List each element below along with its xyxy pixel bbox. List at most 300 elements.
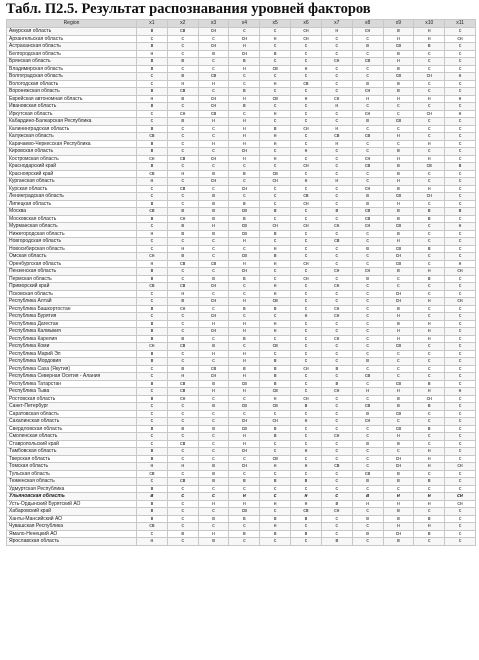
level-cell-x6: с: [291, 253, 322, 261]
level-cell-x6: с: [291, 155, 322, 163]
level-cell-x6: сн: [291, 365, 322, 373]
level-cell-x2: с: [167, 350, 198, 358]
level-cell-x5: в: [260, 253, 291, 261]
level-cell-x4: с: [229, 290, 260, 298]
region-cell: Республика Алтай: [7, 298, 137, 306]
level-cell-x6: с: [291, 73, 322, 81]
level-cell-x10: с: [414, 470, 445, 478]
level-cell-x3: сн: [198, 313, 229, 321]
level-cell-x8: сн: [352, 418, 383, 426]
level-cell-x8: с: [352, 425, 383, 433]
table-row: [7, 118, 476, 126]
level-cell-x4: в: [229, 103, 260, 111]
level-cell-x5: с: [260, 215, 291, 223]
level-cell-x1: в: [137, 455, 168, 463]
level-cell-x10: с: [414, 358, 445, 366]
level-cell-x6: с: [291, 440, 322, 448]
level-cell-x3: н: [198, 80, 229, 88]
level-cell-x5: с: [260, 493, 291, 501]
level-cell-x11: сн: [445, 268, 476, 276]
level-cell-x9: в: [383, 515, 414, 523]
level-cell-x8: в: [352, 440, 383, 448]
level-cell-x3: сн: [198, 43, 229, 51]
level-cell-x3: в: [198, 425, 229, 433]
level-cell-x3: в: [198, 478, 229, 486]
level-cell-x8: с: [352, 148, 383, 156]
level-cell-x11: с: [445, 508, 476, 516]
level-cell-x5: св: [260, 403, 291, 411]
level-cell-x1: с: [137, 223, 168, 231]
level-cell-x9: н: [383, 238, 414, 246]
level-cell-x2: с: [167, 455, 198, 463]
level-cell-x6: н: [291, 178, 322, 186]
level-cell-x11: с: [445, 43, 476, 51]
level-cell-x6: с: [291, 215, 322, 223]
level-cell-x11: с: [445, 485, 476, 493]
level-cell-x4: с: [229, 28, 260, 36]
level-cell-x4: н: [229, 260, 260, 268]
level-cell-x7: с: [321, 350, 352, 358]
level-cell-x9: н: [383, 328, 414, 336]
level-cell-x7: с: [321, 73, 352, 81]
level-cell-x8: с: [352, 298, 383, 306]
level-cell-x3: с: [198, 185, 229, 193]
level-cell-x4: н: [229, 298, 260, 306]
level-cell-x7: сн: [321, 268, 352, 276]
level-cell-x6: сн: [291, 260, 322, 268]
region-cell: Приморский край: [7, 283, 137, 291]
level-cell-x4: с: [229, 485, 260, 493]
level-cell-x7: с: [321, 170, 352, 178]
level-cell-x11: с: [445, 538, 476, 546]
level-cell-x2: н: [167, 245, 198, 253]
level-cell-x3: в: [198, 470, 229, 478]
level-cell-x10: с: [414, 230, 445, 238]
level-cell-x2: в: [167, 223, 198, 231]
level-cell-x11: сн: [445, 298, 476, 306]
region-cell: Чувашская Республика: [7, 523, 137, 531]
level-cell-x7: сн: [321, 388, 352, 396]
level-cell-x2: в: [167, 425, 198, 433]
level-cell-x11: с: [445, 328, 476, 336]
level-cell-x8: св: [352, 403, 383, 411]
level-cell-x7: с: [321, 358, 352, 366]
region-cell: Хабаровский край: [7, 508, 137, 516]
level-cell-x4: с: [229, 523, 260, 531]
level-cell-x11: с: [445, 125, 476, 133]
level-cell-x10: с: [414, 283, 445, 291]
level-cell-x2: в: [167, 253, 198, 261]
level-cell-x9: н: [383, 35, 414, 43]
level-cell-x9: с: [383, 485, 414, 493]
region-cell: Брянская область: [7, 58, 137, 66]
level-cell-x8: с: [352, 395, 383, 403]
level-cell-x5: сн: [260, 223, 291, 231]
table-row: [7, 208, 476, 216]
level-cell-x6: с: [291, 425, 322, 433]
level-cell-x9: св: [383, 343, 414, 351]
level-cell-x7: сн: [321, 95, 352, 103]
level-cell-x1: н: [137, 178, 168, 186]
table-row: [7, 305, 476, 313]
level-cell-x5: н: [260, 260, 291, 268]
region-cell: Тамбовская область: [7, 448, 137, 456]
level-cell-x3: в: [198, 200, 229, 208]
region-cell: Ханты-Мансийский АО: [7, 515, 137, 523]
level-cell-x8: в: [352, 193, 383, 201]
level-cell-x8: н: [352, 500, 383, 508]
level-cell-x9: в: [383, 170, 414, 178]
level-cell-x11: сн: [445, 493, 476, 501]
level-cell-x5: н: [260, 245, 291, 253]
table-row: [7, 58, 476, 66]
level-cell-x9: н: [383, 313, 414, 321]
level-cell-x11: с: [445, 245, 476, 253]
level-cell-x3: н: [198, 500, 229, 508]
level-cell-x4: н: [229, 238, 260, 246]
level-cell-x4: св: [229, 208, 260, 216]
level-cell-x2: с: [167, 538, 198, 546]
level-cell-x1: в: [137, 305, 168, 313]
level-cell-x2: в: [167, 118, 198, 126]
region-cell: Воронежская область: [7, 88, 137, 96]
level-cell-x9: с: [383, 350, 414, 358]
level-cell-x3: св: [198, 73, 229, 81]
level-cell-x4: с: [229, 245, 260, 253]
table-row: [7, 508, 476, 516]
level-cell-x4: сн: [229, 448, 260, 456]
region-cell: Псковская область: [7, 290, 137, 298]
level-cell-x3: в: [198, 275, 229, 283]
level-cell-x10: н: [414, 320, 445, 328]
level-cell-x10: н: [414, 35, 445, 43]
level-cell-x1: в: [137, 328, 168, 336]
level-cell-x7: с: [321, 425, 352, 433]
region-cell: Карачаево-Черкесская Республика: [7, 140, 137, 148]
level-cell-x6: н: [291, 493, 322, 501]
level-cell-x2: с: [167, 320, 198, 328]
level-cell-x5: с: [260, 335, 291, 343]
level-cell-x7: сн: [321, 283, 352, 291]
level-cell-x4: в: [229, 170, 260, 178]
table-row: [7, 28, 476, 36]
level-cell-x10: с: [414, 58, 445, 66]
level-cell-x10: с: [414, 125, 445, 133]
level-cell-x6: с: [291, 470, 322, 478]
level-cell-x8: с: [352, 170, 383, 178]
level-cell-x1: в: [137, 485, 168, 493]
level-cell-x5: н: [260, 133, 291, 141]
region-cell: Краснодарский край: [7, 163, 137, 171]
table-row: [7, 245, 476, 253]
level-cell-x3: с: [198, 65, 229, 73]
region-cell: Астраханская область: [7, 43, 137, 51]
region-cell: Омская область: [7, 253, 137, 261]
level-cell-x10: н: [414, 328, 445, 336]
level-cell-x2: с: [167, 313, 198, 321]
level-cell-x1: в: [137, 163, 168, 171]
level-cell-x1: сн: [137, 343, 168, 351]
level-cell-x9: с: [383, 448, 414, 456]
level-cell-x11: с: [445, 448, 476, 456]
level-cell-x4: в: [229, 275, 260, 283]
level-cell-x11: с: [445, 350, 476, 358]
table-row: [7, 343, 476, 351]
level-cell-x1: в: [137, 58, 168, 66]
level-cell-x3: н: [198, 350, 229, 358]
level-cell-x6: с: [291, 283, 322, 291]
level-cell-x2: с: [167, 125, 198, 133]
level-cell-x3: в: [198, 215, 229, 223]
level-cell-x6: с: [291, 373, 322, 381]
level-cell-x6: с: [291, 290, 322, 298]
level-cell-x7: с: [321, 395, 352, 403]
level-cell-x3: с: [198, 148, 229, 156]
level-cell-x8: сн: [352, 28, 383, 36]
level-cell-x8: с: [352, 238, 383, 246]
level-cell-x9: н: [383, 388, 414, 396]
level-cell-x1: св: [137, 133, 168, 141]
level-cell-x4: с: [229, 455, 260, 463]
level-cell-x10: н: [414, 335, 445, 343]
level-cell-x3: в: [198, 538, 229, 546]
level-cell-x1: в: [137, 508, 168, 516]
level-cell-x7: с: [321, 43, 352, 51]
level-cell-x11: с: [445, 470, 476, 478]
level-cell-x10: с: [414, 148, 445, 156]
level-cell-x6: с: [291, 320, 322, 328]
level-cell-x2: с: [167, 418, 198, 426]
region-cell: Новгородская область: [7, 238, 137, 246]
level-cell-x11: с: [445, 230, 476, 238]
level-cell-x8: н: [352, 388, 383, 396]
level-cell-x8: с: [352, 380, 383, 388]
level-cell-x1: н: [137, 538, 168, 546]
level-cell-x7: в: [321, 500, 352, 508]
level-cell-x4: св: [229, 403, 260, 411]
region-cell: Калужская область: [7, 133, 137, 141]
level-cell-x11: с: [445, 403, 476, 411]
level-cell-x1: в: [137, 275, 168, 283]
level-cell-x11: с: [445, 523, 476, 531]
table-row: [7, 88, 476, 96]
level-cell-x2: св: [167, 283, 198, 291]
level-cell-x10: н: [414, 268, 445, 276]
level-cell-x2: с: [167, 523, 198, 531]
level-cell-x11: с: [445, 253, 476, 261]
level-cell-x8: в: [352, 478, 383, 486]
table-row: [7, 433, 476, 441]
level-cell-x7: с: [321, 448, 352, 456]
level-cell-x4: н: [229, 140, 260, 148]
level-cell-x3: сн: [198, 373, 229, 381]
level-cell-x10: с: [414, 433, 445, 441]
table-row: [7, 448, 476, 456]
level-cell-x7: н: [321, 103, 352, 111]
level-cell-x11: н: [445, 260, 476, 268]
region-cell: Калининградская область: [7, 125, 137, 133]
level-cell-x7: с: [321, 245, 352, 253]
table-row: [7, 275, 476, 283]
level-cell-x8: с: [352, 343, 383, 351]
level-cell-x2: в: [167, 298, 198, 306]
level-cell-x7: с: [321, 35, 352, 43]
level-cell-x4: н: [229, 43, 260, 51]
level-cell-x11: с: [445, 215, 476, 223]
level-cell-x6: сн: [291, 223, 322, 231]
level-cell-x11: с: [445, 283, 476, 291]
level-cell-x1: с: [137, 433, 168, 441]
level-cell-x10: в: [414, 215, 445, 223]
level-cell-x1: н: [137, 463, 168, 471]
level-cell-x6: сн: [291, 125, 322, 133]
level-cell-x6: сн: [291, 275, 322, 283]
level-cell-x11: с: [445, 178, 476, 186]
level-cell-x7: с: [321, 88, 352, 96]
level-cell-x7: с: [321, 260, 352, 268]
level-cell-x1: в: [137, 88, 168, 96]
level-cell-x9: св: [383, 223, 414, 231]
level-cell-x7: сн: [321, 305, 352, 313]
level-cell-x1: с: [137, 193, 168, 201]
level-cell-x7: сн: [321, 335, 352, 343]
level-cell-x9: в: [383, 230, 414, 238]
level-cell-x11: с: [445, 65, 476, 73]
level-cell-x9: с: [383, 283, 414, 291]
level-cell-x1: н: [137, 230, 168, 238]
table-row: [7, 358, 476, 366]
level-cell-x11: с: [445, 320, 476, 328]
column-header-x6: x6: [291, 20, 322, 28]
level-cell-x4: н: [229, 320, 260, 328]
level-cell-x1: св: [137, 283, 168, 291]
level-cell-x10: н: [414, 493, 445, 501]
level-cell-x4: н: [229, 133, 260, 141]
level-cell-x1: с: [137, 290, 168, 298]
level-cell-x11: с: [445, 313, 476, 321]
level-cell-x2: св: [167, 388, 198, 396]
level-cell-x10: в: [414, 478, 445, 486]
level-cell-x3: н: [198, 140, 229, 148]
level-cell-x10: с: [414, 410, 445, 418]
level-cell-x4: с: [229, 73, 260, 81]
level-cell-x8: с: [352, 335, 383, 343]
level-cell-x7: сн: [321, 223, 352, 231]
level-cell-x3: с: [198, 335, 229, 343]
level-cell-x10: в: [414, 245, 445, 253]
level-cell-x10: сн: [414, 73, 445, 81]
level-cell-x6: с: [291, 245, 322, 253]
level-cell-x7: с: [321, 515, 352, 523]
level-cell-x2: н: [167, 373, 198, 381]
level-cell-x9: с: [383, 358, 414, 366]
column-header-x4: x4: [229, 20, 260, 28]
level-cell-x3: с: [198, 523, 229, 531]
level-cell-x6: сн: [291, 35, 322, 43]
level-cell-x10: с: [414, 65, 445, 73]
region-cell: Удмуртская Республика: [7, 485, 137, 493]
level-cell-x8: с: [352, 320, 383, 328]
level-cell-x7: с: [321, 478, 352, 486]
level-cell-x8: с: [352, 35, 383, 43]
level-cell-x6: с: [291, 523, 322, 531]
level-cell-x3: в: [198, 463, 229, 471]
region-cell: Саратовская область: [7, 410, 137, 418]
level-cell-x8: с: [352, 433, 383, 441]
level-cell-x2: с: [167, 515, 198, 523]
level-cell-x5: с: [260, 268, 291, 276]
level-cell-x5: с: [260, 350, 291, 358]
level-cell-x6: с: [291, 133, 322, 141]
level-cell-x5: н: [260, 110, 291, 118]
region-cell: Тюменская область: [7, 478, 137, 486]
level-cell-x11: с: [445, 28, 476, 36]
level-cell-x7: с: [321, 530, 352, 538]
level-cell-x9: н: [383, 500, 414, 508]
level-cell-x7: с: [321, 193, 352, 201]
level-cell-x11: н: [445, 95, 476, 103]
level-cell-x10: с: [414, 485, 445, 493]
level-cell-x9: в: [383, 50, 414, 58]
level-cell-x2: св: [167, 88, 198, 96]
level-cell-x8: с: [352, 313, 383, 321]
level-cell-x2: с: [167, 238, 198, 246]
level-cell-x10: н: [414, 140, 445, 148]
level-cell-x2: в: [167, 230, 198, 238]
level-cell-x10: н: [414, 28, 445, 36]
table-row: [7, 215, 476, 223]
level-cell-x11: с: [445, 140, 476, 148]
level-cell-x8: св: [352, 373, 383, 381]
level-cell-x8: в: [352, 515, 383, 523]
level-cell-x9: сн: [383, 463, 414, 471]
region-cell: Тверская область: [7, 455, 137, 463]
level-cell-x8: в: [352, 43, 383, 51]
level-cell-x4: в: [229, 478, 260, 486]
level-cell-x6: св: [291, 80, 322, 88]
level-cell-x3: св: [198, 260, 229, 268]
level-cell-x3: с: [198, 305, 229, 313]
level-cell-x3: в: [198, 50, 229, 58]
level-cell-x2: с: [167, 500, 198, 508]
level-cell-x1: с: [137, 530, 168, 538]
level-cell-x10: н: [414, 298, 445, 306]
level-cell-x2: н: [167, 80, 198, 88]
level-cell-x5: н: [260, 395, 291, 403]
level-cell-x3: с: [198, 58, 229, 66]
level-cell-x9: в: [383, 478, 414, 486]
level-cell-x3: св: [198, 110, 229, 118]
level-cell-x10: н: [414, 463, 445, 471]
level-cell-x1: в: [137, 448, 168, 456]
level-cell-x3: сн: [198, 328, 229, 336]
table-row: [7, 223, 476, 231]
level-cell-x5: св: [260, 388, 291, 396]
level-cell-x8: с: [352, 260, 383, 268]
level-cell-x7: н: [321, 125, 352, 133]
level-cell-x2: с: [167, 103, 198, 111]
level-cell-x4: св: [229, 380, 260, 388]
level-cell-x7: с: [321, 275, 352, 283]
level-cell-x10: с: [414, 88, 445, 96]
level-cell-x9: св: [383, 193, 414, 201]
table-row: [7, 110, 476, 118]
table-row: [7, 328, 476, 336]
level-cell-x5: н: [260, 463, 291, 471]
level-cell-x4: н: [229, 433, 260, 441]
level-cell-x3: н: [198, 320, 229, 328]
level-cell-x2: сн: [167, 110, 198, 118]
